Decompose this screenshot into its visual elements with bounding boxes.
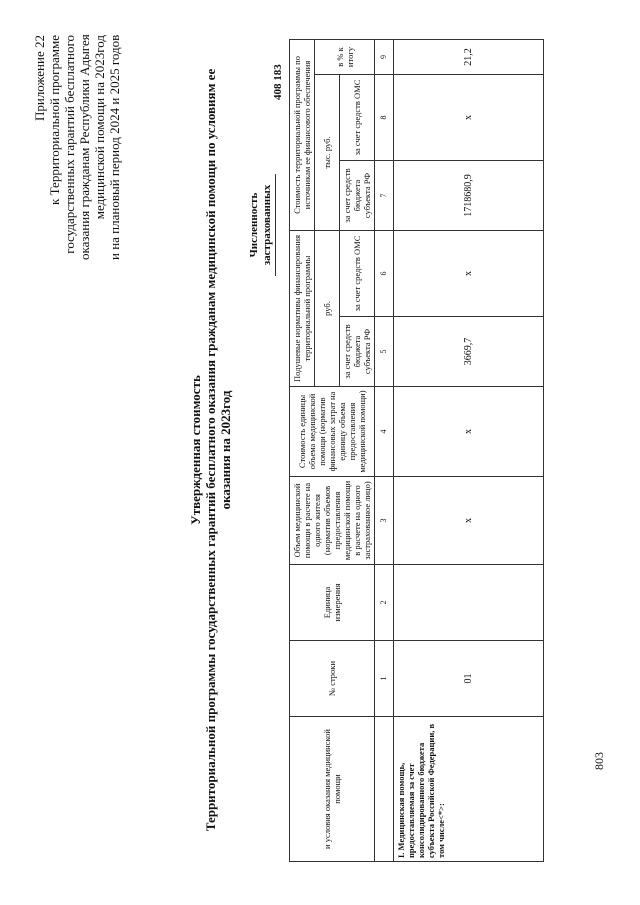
appendix-line: и на плановый период 2024 и 2025 годов [107, 34, 122, 260]
header-line-number: № строки [290, 641, 375, 717]
column-number: 8 [375, 75, 394, 161]
document-subtitle: Территориальной программы государственных гарантий бесплатного оказания гражданам медицинской помощи по условиям ее оказания на 2023год [203, 68, 233, 832]
row-name: I. Медицинская помощь, предоставляемая за счет консолидированного бюджета субъекта Российской Федерации, в том числе<*>: [394, 717, 544, 862]
row-per-capita-budget: 3669,7 [394, 317, 544, 387]
header-volume: Объем медицинской помощи в расчете на одного жителя (норматив объемов предоставления медицинской помощи в расчете на одного застрахованное лицо) [290, 477, 375, 565]
page-number: 803 [592, 752, 606, 770]
column-number: 5 [375, 317, 394, 387]
appendix-line: государственных гарантий бесплатного [62, 35, 77, 254]
row-percent: 21,2 [394, 39, 544, 74]
appendix-line: медицинской помощи на 2023год [92, 35, 107, 220]
row-line-number: 01 [394, 641, 544, 717]
column-number [375, 717, 394, 862]
appendix-line: к Территориальной программе [47, 35, 62, 205]
rotated-page [20, 20, 620, 880]
column-number: 9 [375, 39, 394, 74]
row-total-oms: х [394, 75, 544, 161]
header-unit: Единица измерения [290, 565, 375, 641]
row-unit [394, 565, 544, 641]
column-number: 6 [375, 231, 394, 317]
appendix-line: оказания гражданам Республики Адыгея [77, 34, 92, 260]
appendix-header [32, 35, 122, 260]
document-title: Утвержденная стоимость [188, 375, 203, 525]
header-name: и условия оказания медицинской помощи [290, 717, 375, 862]
row-cost: х [394, 387, 544, 477]
appendix-line: Приложение 22 [32, 35, 47, 122]
column-number: 3 [375, 477, 394, 565]
column-number: 2 [375, 565, 394, 641]
column-number: 7 [375, 161, 394, 231]
header-total-oms: за счет средств ОМС [340, 75, 375, 161]
header-unit-thousand-rub: тыс. руб. [315, 75, 340, 231]
table-row [394, 39, 544, 861]
header-per-capita-budget: за счет средств бюджета субъекта РФ [340, 317, 375, 387]
header-unit-rub: руб. [315, 231, 340, 387]
header-per-capita-group: Подушевые нормативы финансирования территориальной программы [290, 231, 315, 387]
column-number: 1 [375, 641, 394, 717]
row-volume: х [394, 477, 544, 565]
header-percent: в % к итогу [315, 39, 375, 74]
header-total-budget: за счет средств бюджета субъекта РФ [340, 161, 375, 231]
row-per-capita-oms: х [394, 231, 544, 317]
row-total-budget: 1718680,9 [394, 161, 544, 231]
header-cost: Стоимость единицы объема медицинской помощи (норматив финансовых затрат на единицу объема предоставления медицинской помощи) [290, 387, 375, 477]
header-per-capita-oms: за счет средств ОМС [340, 231, 375, 317]
header-total-group: Стоимость территориальной программы по источникам ее финансового обеспечения [290, 39, 315, 230]
population-value: 408 183 [272, 64, 284, 100]
cost-table [289, 39, 544, 862]
column-number: 4 [375, 387, 394, 477]
population-label: Численность застрахованных [248, 170, 274, 280]
